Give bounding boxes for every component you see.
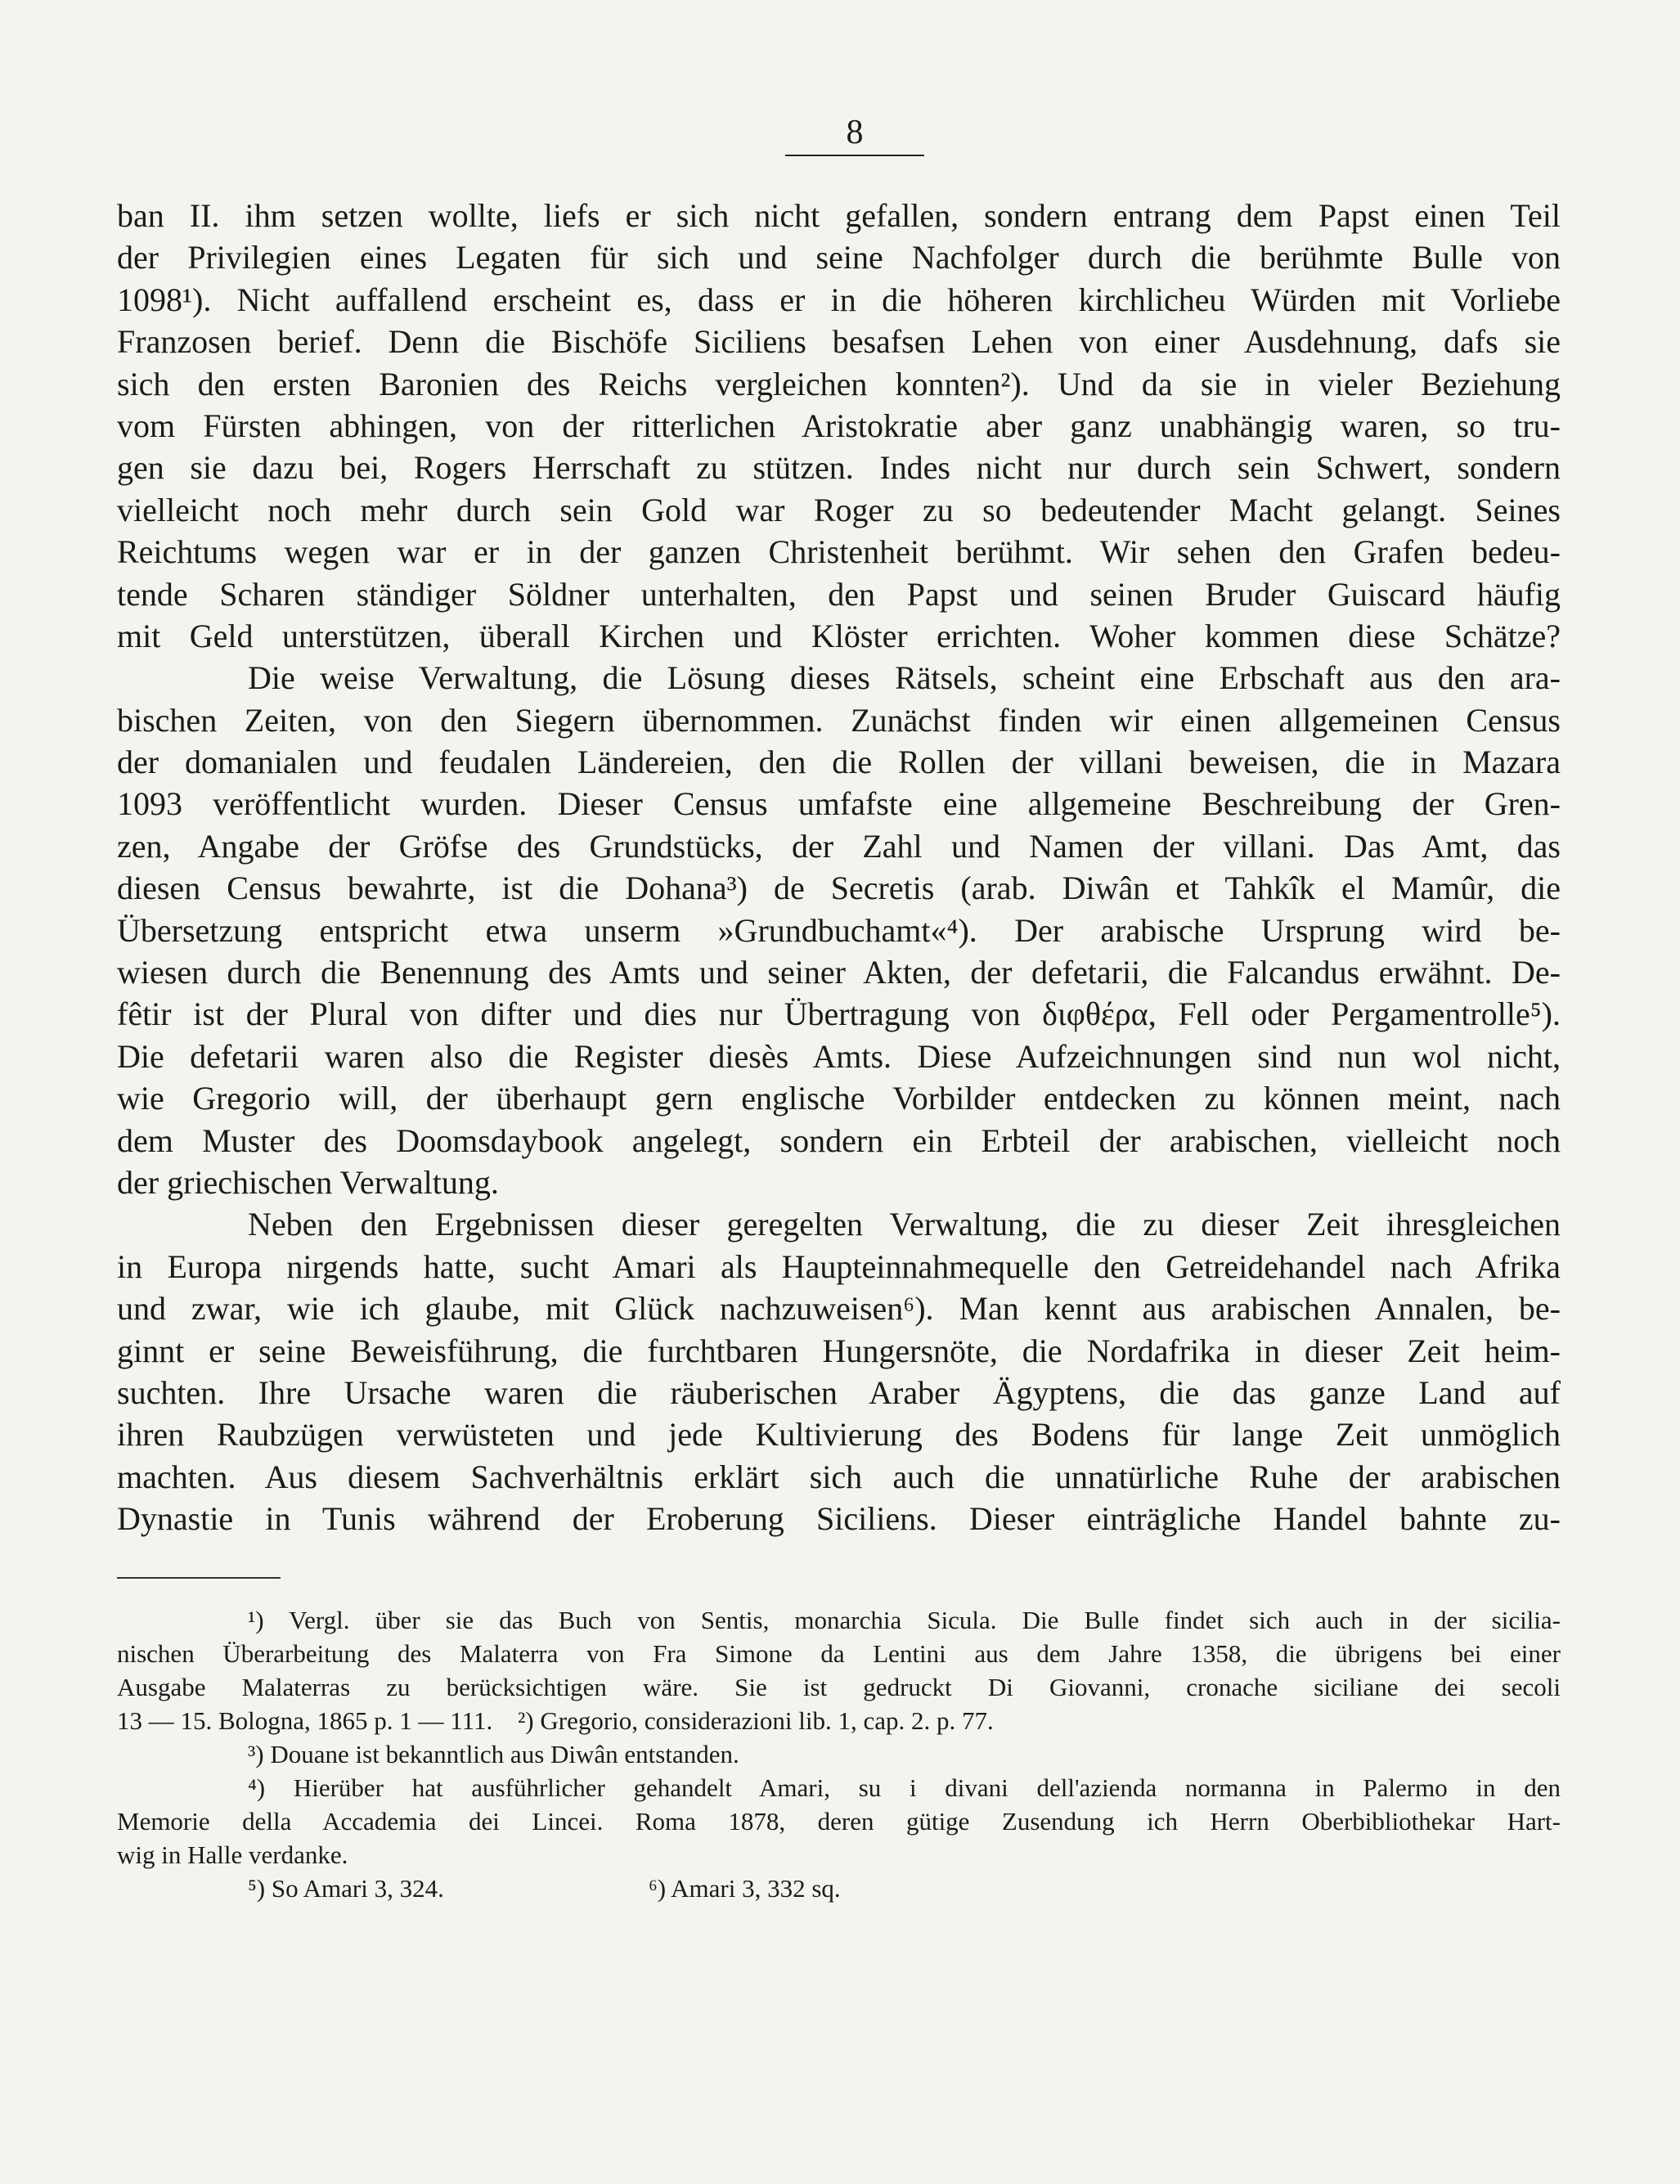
body-line: vielleicht noch mehr durch sein Gold war Roger zu so bedeutender Macht gelangt. Seines xyxy=(117,491,1561,528)
body-line: bischen Zeiten, von den Siegern übernommen. Zunächst finden wir einen allgemeinen Census xyxy=(117,701,1561,739)
body-line: der domanialen und feudalen Ländereien, den die Rollen der villani beweisen, die in Mazara xyxy=(117,744,1561,781)
footnote-line: Memorie della Accademia dei Lincei. Roma 1878, deren gütige Zusendung ich Herrn Oberbibliothekar Hart- xyxy=(117,1807,1561,1836)
body-line: mit Geld unterstützen, überall Kirchen und Klöster errichten. Woher kommen diese Schätze? xyxy=(117,617,1561,654)
body-line: zen, Angabe der Gröfse des Grundstücks, der Zahl und Namen der villani. Das Amt, das xyxy=(117,827,1561,865)
footnote-line: ²) Gregorio, considerazioni lib. 1, cap. 2. p. 77. xyxy=(518,1706,994,1735)
body-line: 1093 veröffentlicht wurden. Dieser Census umfafste eine allgemeine Beschreibung der Gren- xyxy=(117,785,1561,823)
body-line: diesen Census bewahrte, ist die Dohana³) de Secretis (arab. Diwân et Tahkîk el Mamûr, die xyxy=(117,870,1561,907)
body-line: 1098¹). Nicht auffallend erscheint es, dass er in die höheren kirchlicheu Würden mit Vorliebe xyxy=(117,281,1561,318)
body-line: und zwar, wie ich glaube, mit Glück nachzuweisen⁶). Man kennt aus arabischen Annalen, be- xyxy=(117,1290,1561,1328)
body-line: der Privilegien eines Legaten für sich und seine Nachfolger durch die berühmte Bulle von xyxy=(117,239,1561,276)
body-line: machten. Aus diesem Sachverhältnis erklärt sich auch die unnatürliche Ruhe der arabischen xyxy=(117,1458,1561,1495)
body-line: Die weise Verwaltung, die Lösung dieses Rätsels, scheint eine Erbschaft aus den ara- xyxy=(248,659,1561,697)
body-line: ban II. ihm setzen wollte, liefs er sich nicht gefallen, sondern entrang dem Papst einen Teil xyxy=(117,197,1561,234)
footnote-rule xyxy=(117,1577,281,1579)
body-line: wiesen durch die Benennung des Amts und seiner Akten, der defetarii, die Falcandus erwähnt. De- xyxy=(117,954,1561,991)
footnote-line: ⁵) So Amari 3, 324. xyxy=(248,1874,444,1903)
body-line: Dynastie in Tunis während der Eroberung Siciliens. Dieser einträgliche Handel bahnte zu- xyxy=(117,1500,1561,1538)
page-number: 8 xyxy=(846,114,864,151)
body-line: dem Muster des Doomsdaybook angelegt, sondern ein Erbteil der arabischen, vielleicht noch xyxy=(117,1121,1561,1159)
body-line: Franzosen berief. Denn die Bischöfe Siciliens besafsen Lehen von einer Ausdehnung, dafs sie xyxy=(117,323,1561,361)
body-line: Neben den Ergebnissen dieser geregelten Verwaltung, die zu dieser Zeit ihresgleichen xyxy=(248,1206,1561,1243)
footnotes xyxy=(117,1603,1561,1905)
body-line: in Europa nirgends hatte, sucht Amari als Haupteinnahmequelle den Getreidehandel nach Afrika xyxy=(117,1247,1561,1285)
body-line: sich den ersten Baronien des Reichs vergleichen konnten²). Und da sie in vieler Beziehung xyxy=(117,365,1561,402)
body-line: ihren Raubzügen verwüsteten und jede Kultivierung des Bodens für lange Zeit unmöglich xyxy=(117,1416,1561,1454)
header-rule xyxy=(785,155,924,156)
footnote-line: ³) Douane ist bekanntlich aus Diwân entstanden. xyxy=(248,1740,739,1768)
footnote-line: Ausgabe Malaterras zu berücksichtigen wäre. Sie ist gedruckt Di Giovanni, cronache siciliane dei secoli xyxy=(117,1673,1561,1701)
body-line: Die defetarii waren also die Register diesès Amts. Diese Aufzeichnungen sind nun wol nicht, xyxy=(117,1037,1561,1075)
footnote-line: ¹) Vergl. über sie das Buch von Sentis, monarchia Sicula. Die Bulle findet sich auch in der sicilia- xyxy=(248,1606,1561,1634)
body-line: fêtir ist der Plural von difter und dies nur Übertragung von διφθέρα, Fell oder Pergamentrolle⁵). xyxy=(117,995,1561,1033)
footnote-line: 13 — 15. Bologna, 1865 p. 1 — 111. xyxy=(117,1706,493,1735)
body-line: wie Gregorio will, der überhaupt gern englische Vorbilder entdecken zu können meint, nach xyxy=(117,1080,1561,1117)
footnote-line: wig in Halle verdanke. xyxy=(117,1840,348,1869)
body-line: ginnt er seine Beweisführung, die furchtbaren Hungersnöte, die Nordafrika in dieser Zeit heim- xyxy=(117,1332,1561,1369)
body-line: Reichtums wegen war er in der ganzen Christenheit berühmt. Wir sehen den Grafen bedeu- xyxy=(117,533,1561,571)
footnote-line-pair xyxy=(117,1704,1561,1737)
body-line: tende Scharen ständiger Söldner unterhalten, den Papst und seinen Bruder Guiscard häufig xyxy=(117,575,1561,613)
footnote-line-pair xyxy=(117,1872,1561,1905)
body-line: suchten. Ihre Ursache waren die räuberischen Araber Ägyptens, die das ganze Land auf xyxy=(117,1373,1561,1411)
body-line: vom Fürsten abhingen, von der ritterlichen Aristokratie aber ganz unabhängig waren, so tru- xyxy=(117,407,1561,444)
footnote-line: ⁴) Hierüber hat ausführlicher gehandelt Amari, su i divani dell'azienda normanna in Palermo in den xyxy=(248,1773,1561,1802)
body-line: gen sie dazu bei, Rogers Herrschaft zu stützen. Indes nicht nur durch sein Schwert, sondern xyxy=(117,449,1561,487)
body-line: Übersetzung entspricht etwa unserm »Grundbuchamt«⁴). Der arabische Ursprung wird be- xyxy=(117,911,1561,949)
body-text xyxy=(117,195,1561,1540)
body-line: der griechischen Verwaltung. xyxy=(117,1163,499,1201)
footnote-line: nischen Überarbeitung des Malaterra von Fra Simone da Lentini aus dem Jahre 1358, die übrigens bei einer xyxy=(117,1639,1561,1668)
footnote-line: ⁶) Amari 3, 332 sq. xyxy=(649,1874,841,1903)
